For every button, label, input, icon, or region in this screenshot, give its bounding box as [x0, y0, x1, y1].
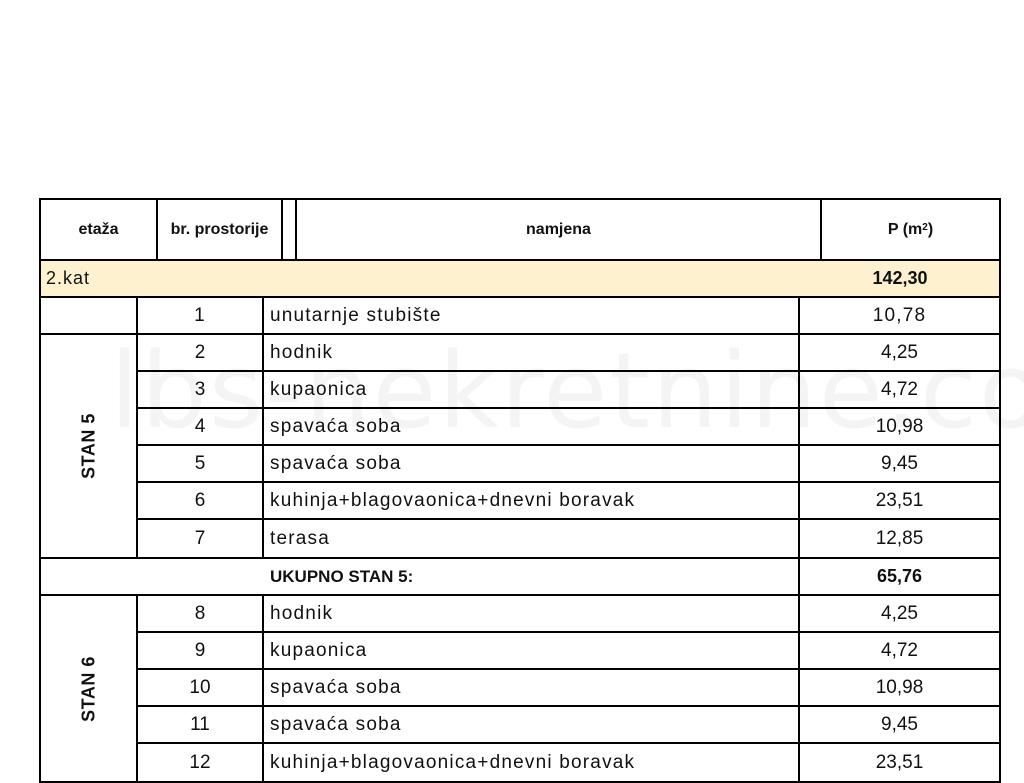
floor-row [39, 261, 1001, 298]
room-number: 6 [138, 483, 264, 518]
room-number: 12 [138, 744, 264, 781]
stan5-group [39, 335, 1001, 559]
table-row [138, 446, 999, 483]
header-area [822, 200, 999, 259]
table-row [138, 409, 999, 446]
floor-total: 142,30 [872, 268, 928, 288]
room-area: 10,98 [875, 415, 924, 437]
table-row [138, 372, 999, 409]
header-etaza: etaža [41, 200, 158, 259]
room-area: 4,25 [881, 341, 918, 363]
room-area: 23,51 [875, 751, 924, 773]
room-area: 23,51 [875, 489, 924, 511]
room-area: 9,45 [881, 713, 918, 735]
room-number: 1 [138, 298, 264, 333]
etaza-cell [41, 298, 138, 333]
header-area-label: P (m [887, 220, 923, 238]
header-area-close: ) [927, 220, 934, 238]
floor-label: 2.kat [46, 268, 91, 288]
table-row [138, 483, 999, 520]
stan6-side [41, 596, 138, 781]
room-area: 9,45 [881, 452, 918, 474]
table-row [138, 596, 999, 633]
room-number: 4 [138, 409, 264, 444]
room-area: 10,98 [875, 676, 924, 698]
room-name: hodnik [264, 335, 800, 370]
table-row [138, 670, 999, 707]
room-number: 3 [138, 372, 264, 407]
room-area: 4,72 [881, 378, 918, 400]
room-area: 12,85 [875, 527, 924, 549]
room-number: 5 [138, 446, 264, 481]
room-area: 4,25 [881, 602, 918, 624]
table-row [138, 744, 999, 781]
table-row [138, 707, 999, 744]
table-row [138, 335, 999, 372]
room-name: spavaća soba [264, 670, 800, 705]
stan5-total-value: 65,76 [876, 566, 923, 586]
stan6-label: STAN 6 [78, 655, 98, 722]
room-name: terasa [264, 520, 800, 557]
room-name: unutarnje stubište [264, 298, 800, 333]
room-number: 11 [138, 707, 264, 742]
table-row [138, 520, 999, 557]
table-row [39, 298, 1001, 335]
room-number: 10 [138, 670, 264, 705]
stan6-group [39, 596, 1001, 783]
room-number: 8 [138, 596, 264, 631]
table-header-row [39, 198, 1001, 261]
room-name: hodnik [264, 596, 800, 631]
stan5-total-row [39, 559, 1001, 596]
room-name: kuhinja+blagovaonica+dnevni boravak [264, 744, 800, 781]
room-name: spavaća soba [264, 707, 800, 742]
room-name: kupaonica [264, 633, 800, 668]
stan5-label: STAN 5 [78, 413, 98, 479]
stan5-side [41, 335, 138, 557]
room-name: kuhinja+blagovaonica+dnevni boravak [264, 483, 800, 518]
header-br-prostorije: br. prostorije [158, 200, 283, 259]
room-number: 7 [138, 520, 264, 557]
header-area-sup: 2 [922, 222, 928, 233]
room-number: 9 [138, 633, 264, 668]
room-number: 2 [138, 335, 264, 370]
room-area: 4,72 [881, 639, 918, 661]
table-row [138, 633, 999, 670]
room-name: kupaonica [264, 372, 800, 407]
stan5-total-label: UKUPNO STAN 5: [41, 559, 800, 594]
header-divider [283, 200, 297, 259]
room-area: 10,78 [872, 304, 927, 326]
room-name: spavaća soba [264, 409, 800, 444]
room-name: spavaća soba [264, 446, 800, 481]
room-area-table [39, 198, 1001, 783]
header-namjena: namjena [297, 200, 822, 259]
